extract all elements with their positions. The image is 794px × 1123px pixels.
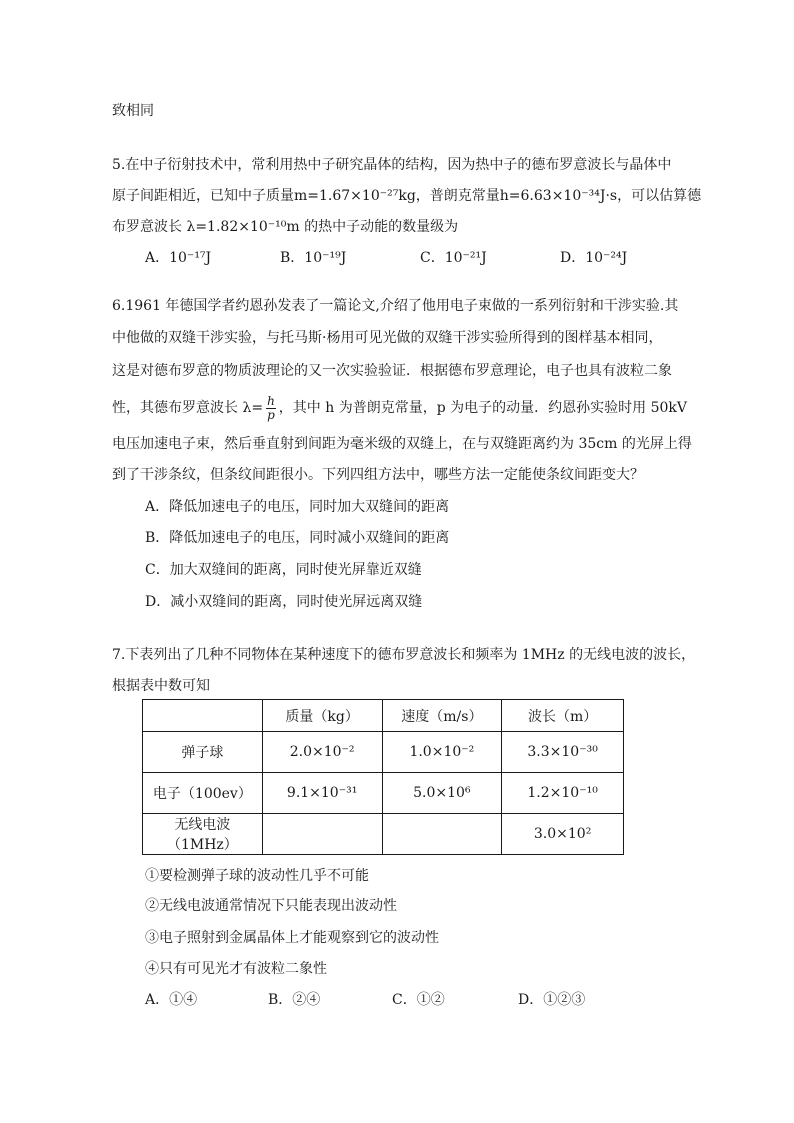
q7-statement-2: ②无线电波通常情况下只能表现出波动性 — [145, 898, 397, 914]
continued-text: 致相同 — [112, 103, 154, 119]
table-header-row — [143, 700, 624, 732]
q5-option-d: D．10⁻²⁴J — [560, 250, 628, 266]
table-header-cell: 质量（kg） — [262, 700, 382, 732]
table-row — [143, 814, 624, 855]
table-header-cell: 波长（m） — [502, 700, 624, 732]
wavelength-fraction — [266, 395, 276, 422]
q6-line-4-prefix: 性，其德布罗意波长 λ= — [112, 400, 264, 416]
q6-stem-line-3: 这是对德布罗意的物质波理论的又一次实验验证．根据德布罗意理论，电子也具有波粒二象 — [112, 363, 672, 379]
table-cell: 5.0×10⁶ — [382, 773, 502, 814]
q5-stem-line-2: 原子间距相近，已知中子质量m=1.67×10⁻²⁷kg，普朗克常量h=6.63×10⁻³⁴J·s，可以估算德 — [112, 188, 702, 204]
q6-stem-line-4 — [112, 393, 687, 423]
table-cell: 1.2×10⁻¹⁰ — [502, 773, 624, 814]
table-row — [143, 773, 624, 814]
q7-option-b: B．②④ — [268, 992, 321, 1008]
q7-stem-line-2: 根据表中数可知 — [112, 678, 210, 694]
q7-statement-4: ④只有可见光才有波粒二象性 — [145, 961, 327, 977]
q5-option-a: A．10⁻¹⁷J — [145, 250, 212, 266]
fraction-numerator: h — [267, 393, 275, 408]
wavelength-table — [142, 699, 624, 855]
q6-option-b: B．降低加速电子的电压，同时减小双缝间的距离 — [145, 530, 450, 546]
table-cell: 无线电波（1MHz） — [143, 814, 263, 855]
q5-stem-line-1: 5.在中子衍射技术中，常利用热中子研究晶体的结构，因为热中子的德布罗意波长与晶体中 — [112, 157, 672, 173]
q6-stem-line-6: 到了干涉条纹，但条纹间距很小。下列四组方法中，哪些方法一定能使条纹间距变大？ — [112, 467, 644, 483]
table-cell — [382, 814, 502, 855]
q7-option-c: C．①② — [392, 992, 445, 1008]
q6-option-d: D．减小双缝间的距离，同时使光屏远离双缝 — [145, 594, 423, 610]
table-cell: 2.0×10⁻² — [262, 732, 382, 773]
fraction-denominator: p — [267, 407, 275, 422]
table-row — [143, 732, 624, 773]
q7-statement-1: ①要检测弹子球的波动性几乎不可能 — [145, 868, 369, 884]
q7-stem-line-1: 7.下表列出了几种不同物体在某种速度下的德布罗意波长和频率为 1MHz 的无线电波的波长， — [112, 647, 696, 663]
q6-stem-line-5: 电压加速电子束，然后垂直射到间距为毫米级的双缝上，在与双缝距离约为 35cm 的光屏上得 — [112, 436, 692, 452]
q5-stem-line-3: 布罗意波长 λ=1.82×10⁻¹⁰m 的热中子动能的数量级为 — [112, 219, 459, 235]
q6-stem-line-1: 6.1961 年德国学者约恩孙发表了一篇论文,介绍了他用电子束做的一系列衍射和干涉实验.其 — [112, 298, 679, 314]
table-cell: 弹子球 — [143, 732, 263, 773]
table-cell: 1.0×10⁻² — [382, 732, 502, 773]
table-header-cell — [143, 700, 263, 732]
q7-option-d: D．①②③ — [518, 992, 586, 1008]
q5-option-b: B．10⁻¹⁹J — [280, 250, 347, 266]
table-cell: 3.0×10² — [502, 814, 624, 855]
q5-option-c: C．10⁻²¹J — [420, 250, 487, 266]
q6-stem-line-2: 中他做的双缝干涉实验，与托马斯·杨用可见光做的双缝干涉实验所得到的图样基本相同， — [112, 330, 663, 346]
q6-line-4-suffix: ，其中 h 为普朗克常量，p 为电子的动量．约恩孙实验时用 50kV — [278, 400, 687, 416]
table-cell: 9.1×10⁻³¹ — [262, 773, 382, 814]
q7-option-a: A．①④ — [145, 992, 198, 1008]
q6-option-a: A．降低加速电子的电压，同时加大双缝间的距离 — [145, 499, 450, 515]
table-cell: 电子（100ev） — [143, 773, 263, 814]
table-cell — [262, 814, 382, 855]
table-cell: 3.3×10⁻³⁰ — [502, 732, 624, 773]
q6-option-c: C．加大双缝间的距离，同时使光屏靠近双缝 — [145, 562, 422, 578]
q7-statement-3: ③电子照射到金属晶体上才能观察到它的波动性 — [145, 930, 439, 946]
table-header-cell: 速度（m/s） — [382, 700, 502, 732]
